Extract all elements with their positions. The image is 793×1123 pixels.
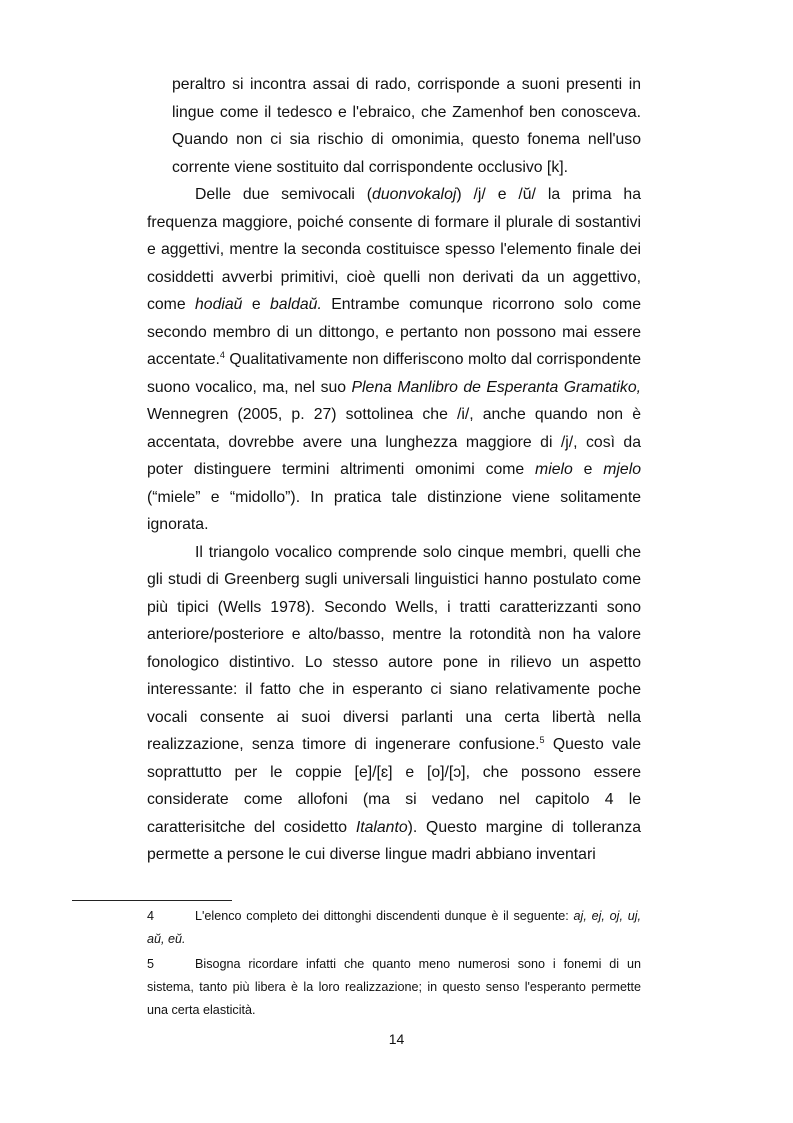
text-run: Wennegren (2005, p. 27) sottolinea che /i/, anche quando non è accentata, dovrebbe avere una lunghezza maggiore di /j/, così da poter distinguere termini altrimenti omonimi come: [147, 406, 641, 478]
italic-text: baldaŭ.: [270, 296, 322, 313]
footnote-ref: 5: [539, 735, 545, 745]
footnote-text: [147, 909, 641, 946]
paragraph-semivowels: [147, 181, 641, 539]
paragraph-vowel-triangle: [147, 539, 641, 869]
italic-text: Plena Manlibro de Esperanta Gramatiko,: [351, 378, 642, 396]
page-number: 14: [388, 1031, 405, 1047]
italic-text: duonvokaloj: [372, 186, 457, 203]
text-run: Qualitativamente non differiscono molto dal corrispondente suono vocalico, ma, nel suo: [147, 351, 641, 396]
text-run: e: [572, 461, 604, 478]
italic-text: Italanto: [355, 818, 408, 836]
text-run: Questo vale soprattutto per le coppie [e]/[ɛ] e [o]/[ɔ], che possono essere considerate come allofoni (ma si vedano nel capitolo 4 le caratterisitche del cosidetto: [147, 736, 641, 836]
body-text: [147, 71, 641, 869]
text-run: L'elenco completo dei dittonghi discendenti dunque è il seguente:: [195, 909, 574, 923]
footnote-4: [147, 905, 641, 951]
text-run: Delle due semivocali (: [195, 186, 373, 203]
text-run: Il triangolo vocalico comprende solo cinque membri, quelli che gli studi di Greenberg sugli universali linguistici hanno postulato come più tipici (Wells 1978). Secondo Wells, i tratti caratterizzanti sono anteriore/posteriore e alto/basso, mentre la rotondità non ha valore fonologico distintivo. Lo stesso autore pone in rilievo un aspetto interessante: il fatto che in esperanto ci siano relativamente poche vocali consente ai suoi diversi parlanti una certa libertà nella realizzazione, senza timore di ingenerare confusione.: [147, 543, 641, 753]
italic-text: aj, ej, oj, uj, aŭ, eŭ.: [147, 909, 642, 946]
italic-text: mielo: [535, 461, 573, 478]
italic-text: hodiaŭ: [195, 296, 243, 313]
text-run: Entrambe comunque ricorrono solo come secondo membro di un dittongo, e pertanto non possono mai essere accentate.: [147, 296, 641, 368]
footnotes: [147, 905, 641, 1024]
italic-text: mjelo: [603, 461, 641, 478]
text-run: Bisogna ricordare infatti che quanto meno numerosi sono i fonemi di un sistema, tanto più libera è la loro realizzazione; in questo senso l'esperanto permette una certa elasticità.: [147, 957, 641, 1017]
text-run: e: [242, 296, 271, 313]
footnote-5: [147, 953, 641, 1022]
paragraph-continuation: [147, 71, 641, 181]
text-run: ) /j/ e /ŭ/ la prima ha frequenza maggiore, poiché consente di formare il plurale di sostantivi e aggettivi, mentre la seconda costituisce spesso l'elemento finale dei cosiddetti avverbi primitivi, cioè quelli non derivati da un aggettivo, come: [147, 186, 641, 313]
footnote-number: 5: [147, 957, 155, 971]
footnote-number: 4: [147, 909, 155, 923]
footnote-ref: 4: [219, 350, 225, 360]
text-run: ). Questo margine di tolleranza permette a persone le cui diverse lingue madri abbiano inventari: [147, 818, 642, 863]
footnote-separator: [72, 900, 232, 901]
footnote-text: [147, 957, 641, 1017]
text-run: peraltro si incontra assai di rado, corrisponde a suoni presenti in lingue come il tedesco e l'ebraico, che Zamenhof ben conosceva. Quando non ci sia rischio di omonimia, questo fonema nell'uso corrente viene sostituito dal corrispondente occlusivo [k].: [172, 76, 641, 176]
text-run: (“miele” e “midollo”). In pratica tale distinzione viene solitamente ignorata.: [147, 488, 641, 533]
